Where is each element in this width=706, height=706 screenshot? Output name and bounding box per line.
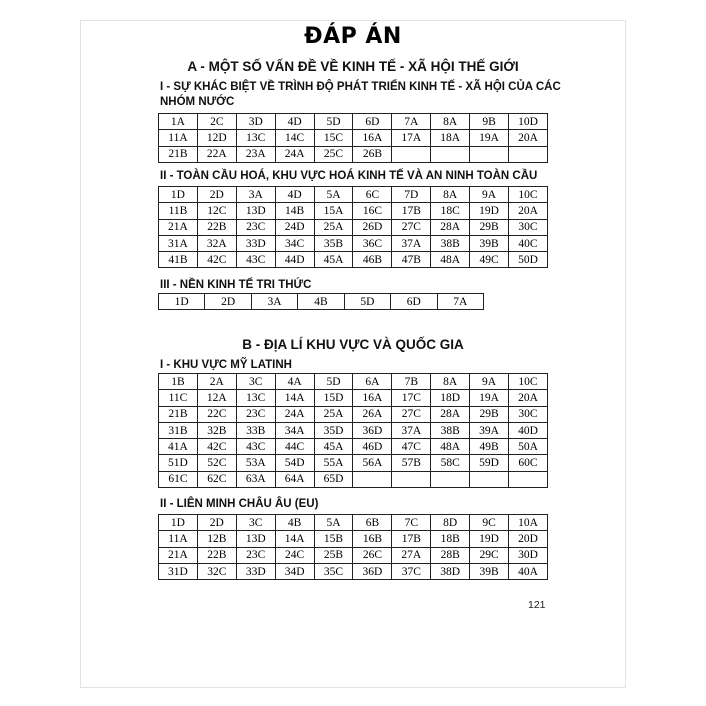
answer-cell: 39A xyxy=(470,422,509,438)
answer-cell: 18C xyxy=(431,203,470,219)
answer-cell: 29B xyxy=(470,219,509,235)
answer-cell: 54D xyxy=(275,455,314,471)
answer-cell: 20A xyxy=(509,130,548,146)
answer-cell: 48A xyxy=(431,439,470,455)
answer-cell xyxy=(431,471,470,487)
answer-cell: 43C xyxy=(236,252,275,268)
table-row xyxy=(159,187,548,203)
answer-cell: 64A xyxy=(275,471,314,487)
table-row xyxy=(159,563,548,579)
table-row xyxy=(159,294,484,310)
answer-cell: 20A xyxy=(509,390,548,406)
answer-cell: 5A xyxy=(314,515,353,531)
answer-cell: 45A xyxy=(314,252,353,268)
answer-cell: 18A xyxy=(431,130,470,146)
answer-cell: 49B xyxy=(470,439,509,455)
answer-cell: 35D xyxy=(314,422,353,438)
answer-cell: 49C xyxy=(470,252,509,268)
answer-cell: 9C xyxy=(470,515,509,531)
answer-cell: 15B xyxy=(314,531,353,547)
answer-cell: 3C xyxy=(236,374,275,390)
answer-cell: 17C xyxy=(392,390,431,406)
answer-cell: 36D xyxy=(353,563,392,579)
answer-cell: 61C xyxy=(159,471,198,487)
answer-cell: 18B xyxy=(431,531,470,547)
answer-cell: 7A xyxy=(437,294,483,310)
answer-cell: 32A xyxy=(197,235,236,251)
answer-cell: 10A xyxy=(509,515,548,531)
section-a1-heading-line2: NHÓM NƯỚC xyxy=(160,96,235,108)
answer-cell: 9B xyxy=(470,114,509,130)
answer-cell: 53A xyxy=(236,455,275,471)
answer-cell: 17A xyxy=(392,130,431,146)
answer-cell: 38B xyxy=(431,235,470,251)
answer-cell: 22A xyxy=(197,146,236,162)
answer-cell: 10D xyxy=(509,114,548,130)
table-row xyxy=(159,252,548,268)
answer-cell: 9A xyxy=(470,187,509,203)
answer-table-b2 xyxy=(158,514,548,580)
section-a1-heading-line1: I - SỰ KHÁC BIỆT VỀ TRÌNH ĐỘ PHÁT TRIỂN KINH TẾ - XÃ HỘI CỦA CÁC xyxy=(160,81,561,93)
answer-cell xyxy=(470,471,509,487)
answer-cell: 48A xyxy=(431,252,470,268)
answer-cell: 4B xyxy=(275,515,314,531)
answer-cell xyxy=(509,146,548,162)
answer-cell: 33D xyxy=(236,563,275,579)
answer-cell: 31D xyxy=(159,563,198,579)
answer-cell: 1A xyxy=(159,114,198,130)
answer-cell: 12C xyxy=(197,203,236,219)
answer-cell: 26D xyxy=(353,219,392,235)
answer-cell: 23A xyxy=(236,146,275,162)
page-number: 121 xyxy=(528,599,546,611)
section-a3-heading: III - NỀN KINH TẾ TRI THỨC xyxy=(160,279,312,291)
answer-cell: 15A xyxy=(314,203,353,219)
answer-cell: 27A xyxy=(392,547,431,563)
answer-cell xyxy=(353,471,392,487)
answer-cell: 37A xyxy=(392,235,431,251)
answer-cell: 65D xyxy=(314,471,353,487)
answer-cell: 14A xyxy=(275,531,314,547)
answer-cell: 40A xyxy=(509,563,548,579)
answer-cell: 38B xyxy=(431,422,470,438)
answer-cell xyxy=(392,471,431,487)
table-row xyxy=(159,547,548,563)
answer-cell: 14A xyxy=(275,390,314,406)
answer-cell: 33B xyxy=(236,422,275,438)
answer-cell: 13C xyxy=(236,130,275,146)
answer-cell: 5D xyxy=(314,114,353,130)
answer-cell: 40D xyxy=(509,422,548,438)
answer-cell: 41B xyxy=(159,252,198,268)
answer-cell: 6B xyxy=(353,515,392,531)
answer-table-a1 xyxy=(158,113,548,163)
section-b1-heading: I - KHU VỰC MỸ LATINH xyxy=(160,359,292,371)
answer-cell: 20A xyxy=(509,203,548,219)
answer-cell: 21B xyxy=(159,406,198,422)
answer-cell: 16C xyxy=(353,203,392,219)
answer-cell: 52C xyxy=(197,455,236,471)
answer-cell: 46D xyxy=(353,439,392,455)
answer-cell: 28A xyxy=(431,406,470,422)
answer-cell: 16B xyxy=(353,531,392,547)
answer-cell: 2D xyxy=(205,294,251,310)
answer-cell: 35B xyxy=(314,235,353,251)
answer-cell: 50A xyxy=(509,439,548,455)
answer-cell: 36D xyxy=(353,422,392,438)
answer-cell: 22B xyxy=(197,547,236,563)
answer-cell: 32B xyxy=(197,422,236,438)
answer-cell: 2C xyxy=(197,114,236,130)
answer-cell: 47B xyxy=(392,252,431,268)
answer-cell: 60C xyxy=(509,455,548,471)
table-row xyxy=(159,146,548,162)
answer-cell: 15D xyxy=(314,390,353,406)
answer-cell: 7A xyxy=(392,114,431,130)
answer-cell: 28A xyxy=(431,219,470,235)
answer-cell xyxy=(509,471,548,487)
answer-cell: 41A xyxy=(159,439,198,455)
answer-cell: 43C xyxy=(236,439,275,455)
answer-cell: 42C xyxy=(197,439,236,455)
answer-cell: 26C xyxy=(353,547,392,563)
answer-cell: 30D xyxy=(509,547,548,563)
answer-cell xyxy=(431,146,470,162)
answer-cell: 39B xyxy=(470,563,509,579)
answer-cell: 28B xyxy=(431,547,470,563)
answer-cell: 25A xyxy=(314,219,353,235)
answer-cell: 1D xyxy=(159,187,198,203)
answer-cell: 21B xyxy=(159,146,198,162)
answer-cell: 4D xyxy=(275,114,314,130)
answer-cell: 22B xyxy=(197,219,236,235)
answer-cell: 23C xyxy=(236,406,275,422)
answer-cell: 24A xyxy=(275,146,314,162)
answer-cell: 12D xyxy=(197,130,236,146)
answer-cell: 10C xyxy=(509,187,548,203)
answer-cell: 18D xyxy=(431,390,470,406)
answer-cell: 14B xyxy=(275,203,314,219)
answer-cell: 10C xyxy=(509,374,548,390)
table-row xyxy=(159,471,548,487)
answer-cell: 22C xyxy=(197,406,236,422)
answer-cell: 44C xyxy=(275,439,314,455)
answer-cell: 7C xyxy=(392,515,431,531)
answer-cell: 8D xyxy=(431,515,470,531)
answer-cell: 39B xyxy=(470,235,509,251)
answer-cell: 29B xyxy=(470,406,509,422)
answer-cell: 30C xyxy=(509,219,548,235)
answer-cell: 8A xyxy=(431,374,470,390)
answer-cell: 58C xyxy=(431,455,470,471)
answer-cell: 4B xyxy=(298,294,344,310)
answer-cell: 13D xyxy=(236,203,275,219)
answer-cell: 8A xyxy=(431,114,470,130)
table-row xyxy=(159,390,548,406)
answer-table-a3 xyxy=(158,293,484,310)
answer-cell: 5A xyxy=(314,187,353,203)
answer-cell: 26A xyxy=(353,406,392,422)
table-row xyxy=(159,422,548,438)
table-row xyxy=(159,374,548,390)
answer-cell: 6A xyxy=(353,374,392,390)
answer-cell: 25C xyxy=(314,146,353,162)
page-title: ĐÁP ÁN xyxy=(304,24,402,49)
answer-cell: 6D xyxy=(391,294,437,310)
answer-cell: 24D xyxy=(275,219,314,235)
answer-cell: 24C xyxy=(275,547,314,563)
answer-cell: 19D xyxy=(470,203,509,219)
answer-cell: 32C xyxy=(197,563,236,579)
answer-cell: 19A xyxy=(470,130,509,146)
answer-cell: 12A xyxy=(197,390,236,406)
answer-cell: 16A xyxy=(353,130,392,146)
answer-cell: 34C xyxy=(275,235,314,251)
answer-cell: 19A xyxy=(470,390,509,406)
answer-cell: 30C xyxy=(509,406,548,422)
answer-cell: 33D xyxy=(236,235,275,251)
answer-cell: 63A xyxy=(236,471,275,487)
answer-cell: 11B xyxy=(159,203,198,219)
answer-cell: 51D xyxy=(159,455,198,471)
answer-cell: 1D xyxy=(159,294,205,310)
answer-cell: 26B xyxy=(353,146,392,162)
answer-cell: 4D xyxy=(275,187,314,203)
section-a2-heading: II - TOÀN CẦU HOÁ, KHU VỰC HOÁ KINH TẾ VÀ AN NINH TOÀN CẦU xyxy=(160,170,538,182)
answer-cell: 21A xyxy=(159,547,198,563)
answer-cell: 2A xyxy=(197,374,236,390)
answer-cell: 3A xyxy=(236,187,275,203)
answer-cell: 45A xyxy=(314,439,353,455)
answer-cell: 37A xyxy=(392,422,431,438)
answer-cell: 25A xyxy=(314,406,353,422)
answer-cell: 19D xyxy=(470,531,509,547)
answer-cell: 50D xyxy=(509,252,548,268)
answer-cell: 38D xyxy=(431,563,470,579)
answer-cell: 3A xyxy=(251,294,297,310)
answer-cell: 2D xyxy=(197,515,236,531)
answer-cell: 8A xyxy=(431,187,470,203)
answer-cell: 47C xyxy=(392,439,431,455)
table-row xyxy=(159,531,548,547)
part-a-heading: A - MỘT SỐ VẤN ĐỀ VỀ KINH TẾ - XÃ HỘI THẾ GIỚI xyxy=(187,59,519,74)
answer-cell: 16A xyxy=(353,390,392,406)
answer-table-b1 xyxy=(158,373,548,488)
answer-cell: 23C xyxy=(236,547,275,563)
answer-cell: 20D xyxy=(509,531,548,547)
answer-cell: 3C xyxy=(236,515,275,531)
table-row xyxy=(159,515,548,531)
answer-cell xyxy=(392,146,431,162)
answer-cell: 24A xyxy=(275,406,314,422)
answer-cell: 25B xyxy=(314,547,353,563)
answer-cell: 17B xyxy=(392,531,431,547)
answer-cell: 42C xyxy=(197,252,236,268)
answer-cell: 56A xyxy=(353,455,392,471)
answer-cell: 2D xyxy=(197,187,236,203)
table-row xyxy=(159,235,548,251)
answer-cell: 7B xyxy=(392,374,431,390)
table-row xyxy=(159,203,548,219)
answer-cell: 4A xyxy=(275,374,314,390)
answer-cell: 15C xyxy=(314,130,353,146)
answer-cell: 9A xyxy=(470,374,509,390)
answer-cell: 6C xyxy=(353,187,392,203)
answer-cell: 11A xyxy=(159,130,198,146)
answer-table-a2 xyxy=(158,186,548,268)
table-row xyxy=(159,406,548,422)
table-row xyxy=(159,439,548,455)
answer-cell: 34D xyxy=(275,563,314,579)
answer-cell: 35C xyxy=(314,563,353,579)
answer-cell: 36C xyxy=(353,235,392,251)
answer-cell: 55A xyxy=(314,455,353,471)
answer-cell: 14C xyxy=(275,130,314,146)
answer-cell: 62C xyxy=(197,471,236,487)
table-row xyxy=(159,455,548,471)
answer-cell: 5D xyxy=(344,294,390,310)
section-b2-heading: II - LIÊN MINH CHÂU ÂU (EU) xyxy=(160,498,319,510)
answer-cell: 29C xyxy=(470,547,509,563)
answer-cell: 1B xyxy=(159,374,198,390)
answer-cell: 31A xyxy=(159,235,198,251)
table-row xyxy=(159,130,548,146)
answer-cell: 34A xyxy=(275,422,314,438)
answer-cell: 44D xyxy=(275,252,314,268)
answer-cell: 13D xyxy=(236,531,275,547)
table-row xyxy=(159,114,548,130)
section-a1-heading xyxy=(160,80,561,110)
answer-cell: 6D xyxy=(353,114,392,130)
answer-cell: 57B xyxy=(392,455,431,471)
answer-cell: 11C xyxy=(159,390,198,406)
answer-cell: 37C xyxy=(392,563,431,579)
answer-cell: 27C xyxy=(392,219,431,235)
answer-cell: 3D xyxy=(236,114,275,130)
table-row xyxy=(159,219,548,235)
answer-cell: 17B xyxy=(392,203,431,219)
answer-cell xyxy=(470,146,509,162)
answer-cell: 13C xyxy=(236,390,275,406)
part-b-heading: B - ĐỊA LÍ KHU VỰC VÀ QUỐC GIA xyxy=(242,337,464,352)
answer-cell: 23C xyxy=(236,219,275,235)
answer-cell: 12B xyxy=(197,531,236,547)
answer-cell: 46B xyxy=(353,252,392,268)
answer-cell: 1D xyxy=(159,515,198,531)
answer-cell: 11A xyxy=(159,531,198,547)
answer-cell: 40C xyxy=(509,235,548,251)
answer-cell: 59D xyxy=(470,455,509,471)
answer-cell: 7D xyxy=(392,187,431,203)
answer-cell: 31B xyxy=(159,422,198,438)
answer-cell: 27C xyxy=(392,406,431,422)
answer-cell: 21A xyxy=(159,219,198,235)
answer-cell: 5D xyxy=(314,374,353,390)
